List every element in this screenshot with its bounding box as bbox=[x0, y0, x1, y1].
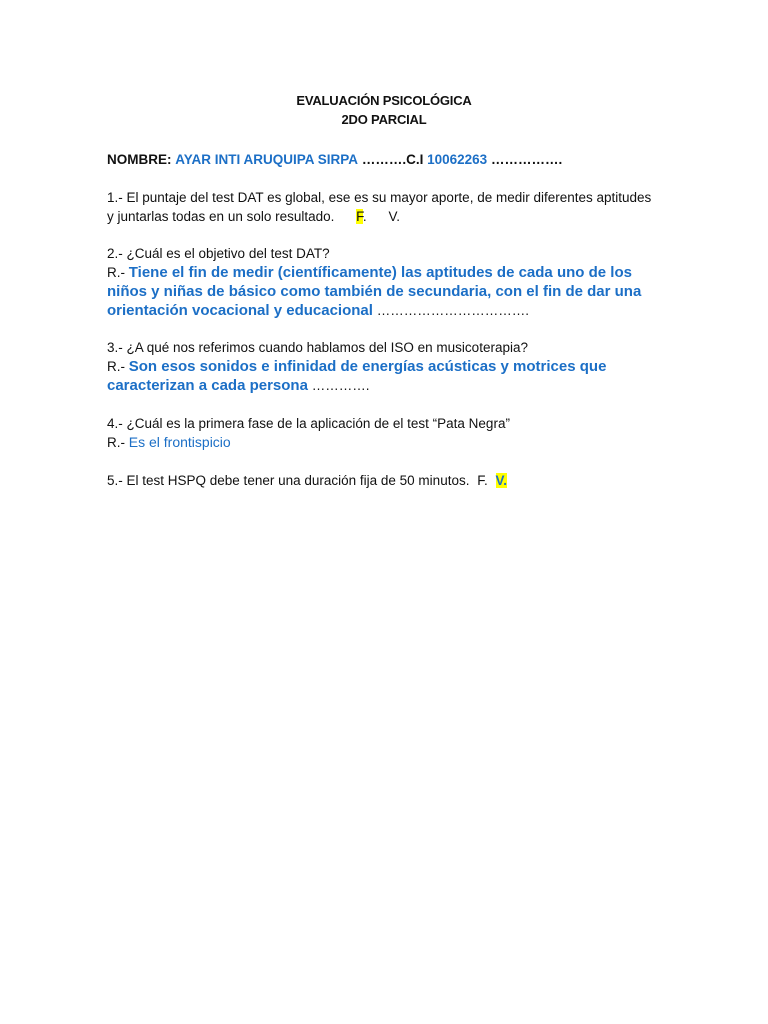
ci-value: 10062263 bbox=[427, 152, 488, 167]
q4-answer-prefix: R.- bbox=[107, 435, 125, 450]
student-info-line bbox=[107, 150, 672, 169]
q3-answer-line1: Son esos sonidos e infinidad de energías acústicas y motrices que bbox=[128, 358, 607, 375]
q2-answer-line2: niños y niñas de básico como también de secundaria, con el fin de dar una bbox=[107, 283, 642, 300]
q3-answer-prefix: R.- bbox=[107, 359, 125, 374]
q1-option-f: F bbox=[356, 209, 363, 224]
q5-row bbox=[107, 471, 672, 490]
q2-answer-line3-row bbox=[107, 301, 672, 320]
q3-question: 3.- ¿A qué nos referimos cuando hablamos del ISO en musicoterapia? bbox=[107, 340, 528, 355]
q4-answer: Es el frontispicio bbox=[128, 434, 231, 450]
ci-label: ……….C.I bbox=[361, 152, 424, 167]
q2-answer-line3: orientación vocacional y educacional bbox=[107, 302, 373, 319]
q3-answer-line2: caracterizan a cada persona bbox=[107, 377, 308, 394]
q2-answer-line1: Tiene el fin de medir (científicamente) las aptitudes de cada uno de los bbox=[128, 264, 632, 281]
name-value: AYAR INTI ARUQUIPA SIRPA bbox=[175, 152, 359, 167]
q3-trailing-dots: …………. bbox=[311, 378, 370, 393]
q4-answer-row bbox=[107, 433, 672, 452]
document-subtitle: 2DO PARCIAL bbox=[341, 112, 427, 127]
q2-answer-line1-row bbox=[107, 263, 672, 282]
q2-trailing-dots: ……………………………. bbox=[376, 303, 529, 318]
q1-text-line2: y juntarlas todas en un solo resultado. bbox=[107, 209, 335, 224]
document-title: EVALUACIÓN PSICOLÓGICA bbox=[296, 93, 472, 108]
q4-question: 4.- ¿Cuál es la primera fase de la aplicación de el test “Pata Negra” bbox=[107, 416, 510, 431]
trailing-dots: ……………. bbox=[490, 152, 563, 167]
q5-text: 5.- El test HSPQ debe tener una duración fija de 50 minutos. bbox=[107, 473, 470, 488]
q3-answer-line2-row bbox=[107, 376, 672, 395]
q2-question: 2.- ¿Cuál es el objetivo del test DAT? bbox=[107, 246, 330, 261]
q5-option-v: V. bbox=[495, 473, 508, 488]
q1-text-line1: 1.- El puntaje del test DAT es global, ese es su mayor aporte, de medir diferentes aptitudes bbox=[107, 190, 652, 205]
q2-answer-prefix: R.- bbox=[107, 265, 125, 280]
q3-answer-line1-row bbox=[107, 357, 672, 376]
q5-option-f: F. bbox=[477, 473, 488, 488]
name-label: NOMBRE: bbox=[107, 152, 172, 167]
q1-option-f-dot: . bbox=[362, 209, 367, 224]
q1-option-v: V. bbox=[388, 209, 400, 224]
q1-text-line2-row bbox=[107, 207, 672, 226]
